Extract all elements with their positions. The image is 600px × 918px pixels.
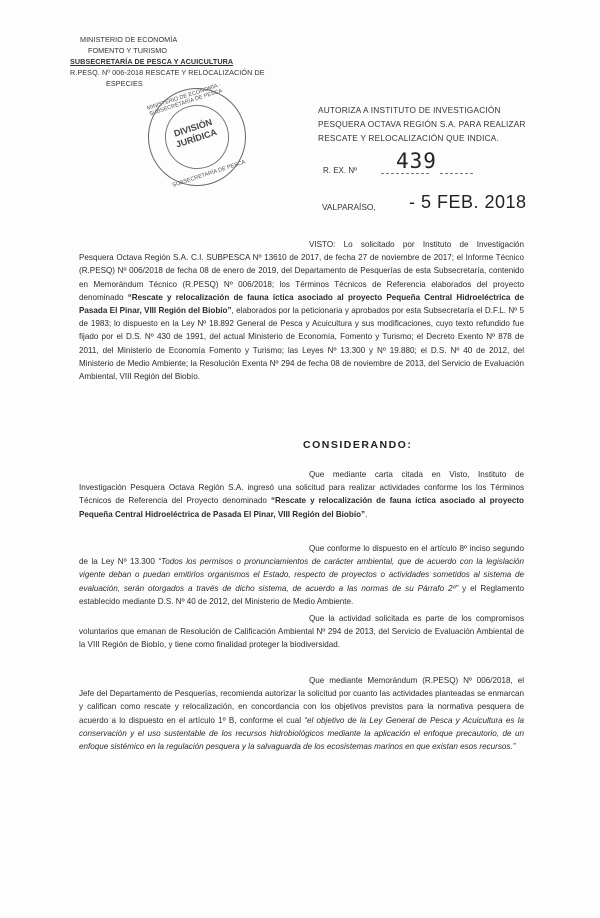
considerando-paragraph-4 — [79, 674, 524, 753]
para2-text-c: . — [365, 509, 368, 519]
number-underline — [381, 173, 429, 174]
visto-text-c: , elaborados por la peticionaria y aprobados por esta Subsecretaría el D.F.L. Nº 5 de 1983; lo dispuesto en la Ley Nº 18.892 General de Pesca y Acuicultura y sus modificaciones, cuyo texto refundido fue fijado por el D.S. Nº 430 de 1991, del actual Ministerio de Economía, Fomento y Turismo; el Decreto Exento Nº 878 de 2011, del Ministerio de Economía Fomento y Turismo; las Leyes Nº 13.300 y Nº 19.880; el D.S. Nº 40 de 2012, del Ministerio de Medio Ambiente; la Resolución Exenta Nº 294 de fecha 08 de noviembre de 2013, del Servicio de Evaluación Ambiental, VIII Región del Biobío. — [79, 306, 524, 382]
para3-quote: “Todos los permisos o pronunciamientos de carácter ambiental, que de acuerdo con la legislación vigente deban o puedan emitirlos organismos el Estado, respecto de proyectos o actividades sometidos al sistema de evaluación, serán otorgados a través de dicho sistema, de acuerdo a las normas de su Párrafo 2º” — [79, 557, 524, 593]
stamp-ring-bottom-text: SUBSECRETARÍA DE PESCA — [171, 159, 247, 189]
reference-code-cont: ESPECIES — [106, 79, 143, 88]
stamp-center-text: DIVISIÓN JURÍDICA — [172, 116, 219, 150]
visto-project-name: “Rescate y relocalización de fauna íctica asociado al proyecto Pequeña Central Hidroeléctrica de Pasada El Pinar, VIII Región del Biobío” — [79, 292, 524, 316]
subsecretariat-name: SUBSECRETARÍA DE PESCA Y ACUICULTURA — [70, 57, 234, 66]
ministry-name: MINISTERIO DE ECONOMÍA — [80, 35, 178, 44]
letterhead — [70, 34, 310, 89]
resolution-number: 439 — [396, 149, 437, 173]
considerando-heading: CONSIDERANDO: — [303, 439, 413, 451]
reference-code: R.PESQ. Nº 006-2018 RESCATE Y RELOCALIZACIÓN DE — [70, 68, 265, 77]
para5-text-a: Que mediante Memorándum (R.PESQ) Nº 006/2018, el Jefe del Departamento de Pesquerías, recomienda autorizar la solicitud por cuanto las actividades planteadas se enmarcan y califican como rescate y relocalización, en concordancia con los objetivos previstos para la normativa pesquera de acuerdo a lo dispuesto en el artículo 1º B, conforme el cual — [79, 676, 524, 725]
para3-text-c: y el Reglamento establecido mediante D.S. Nº 40 de 2012, del Ministerio de Medio Ambiente. — [79, 583, 524, 606]
para5-quote: “el objetivo de la Ley General de Pesca y Acuicultura es la conservación y el uso sustentable de los recursos hidrobiológicos mediante la aplicación el enfoque precautorio, de un enfoque sistémico en la regulación pesquera y la salvaguarda de los ecosistemas marinos en que existan esos recursos.” — [79, 715, 524, 752]
place-city: VALPARAÍSO, — [322, 202, 376, 212]
considerando-paragraph-3 — [79, 612, 524, 652]
resolution-title: AUTORIZA A INSTITUTO DE INVESTIGACIÓN PESQUERA OCTAVA REGIÓN S.A. PARA REALIZAR RESCATE Y RELOCALIZACIÓN QUE INDICA. — [318, 105, 526, 143]
official-stamp — [135, 75, 258, 198]
visto-text-a: Lo solicitado por Instituto de Investigación Pesquera Octava Región S.A. C.I. SUBPESCA Nº 13610 de 2017, de fecha 27 de noviembre de 2017; el Informe Técnico (R.PESQ) Nº 006/2018 de fecha 08 de enero de 2019, del Departamento de Pesquerías de esta Subsecretaría, contenido en Memorándum Técnico (R.PESQ) Nº 006/2018; los Términos Técnicos de Referencia elaborados del proyecto denominado — [79, 240, 524, 302]
ministry-subtitle: FOMENTO Y TURISMO — [88, 46, 168, 55]
para4-text: Que la actividad solicitada es parte de los compromisos voluntarios que emanan de Resolución de Calificación Ambiental Nº 294 de 2013, del Servicio de Evaluación Ambiental de la VIII Región de Biobío, y tiene como finalidad proteger la biodiversidad. — [79, 614, 524, 650]
para2-project-name: “Rescate y relocalización de fauna íctica asociado al proyecto Pequeña Central Hidroeléctrica de Pasada El Pinar, VIII Región del Biobío” — [79, 496, 524, 519]
para2-text-a: Que mediante carta citada en Visto, Instituto de Investigación Pesquera Octava Región S.A. ingresó una solicitud para realizar actividades conforme los los Términos Técnicos de Referencia del Proyecto denominado — [79, 470, 524, 506]
considerando-paragraph-1 — [79, 468, 524, 521]
considerando-paragraph-2 — [79, 542, 524, 608]
stamp-ring-top-text: MINISTERIO DE ECONOMÍA · SUBSECRETARÍA DE PESCA — [146, 82, 224, 118]
para3-text-a: Que conforme lo dispuesto en el artículo 8º inciso segundo de la Ley Nº 13.300 — [79, 544, 524, 567]
visto-lead: VISTO: — [309, 240, 336, 249]
place-date: - 5 FEB. 2018 — [409, 192, 527, 212]
number-underline-2 — [440, 173, 473, 174]
visto-paragraph — [79, 238, 524, 383]
resolution-number-label: R. EX. Nº — [323, 166, 358, 175]
